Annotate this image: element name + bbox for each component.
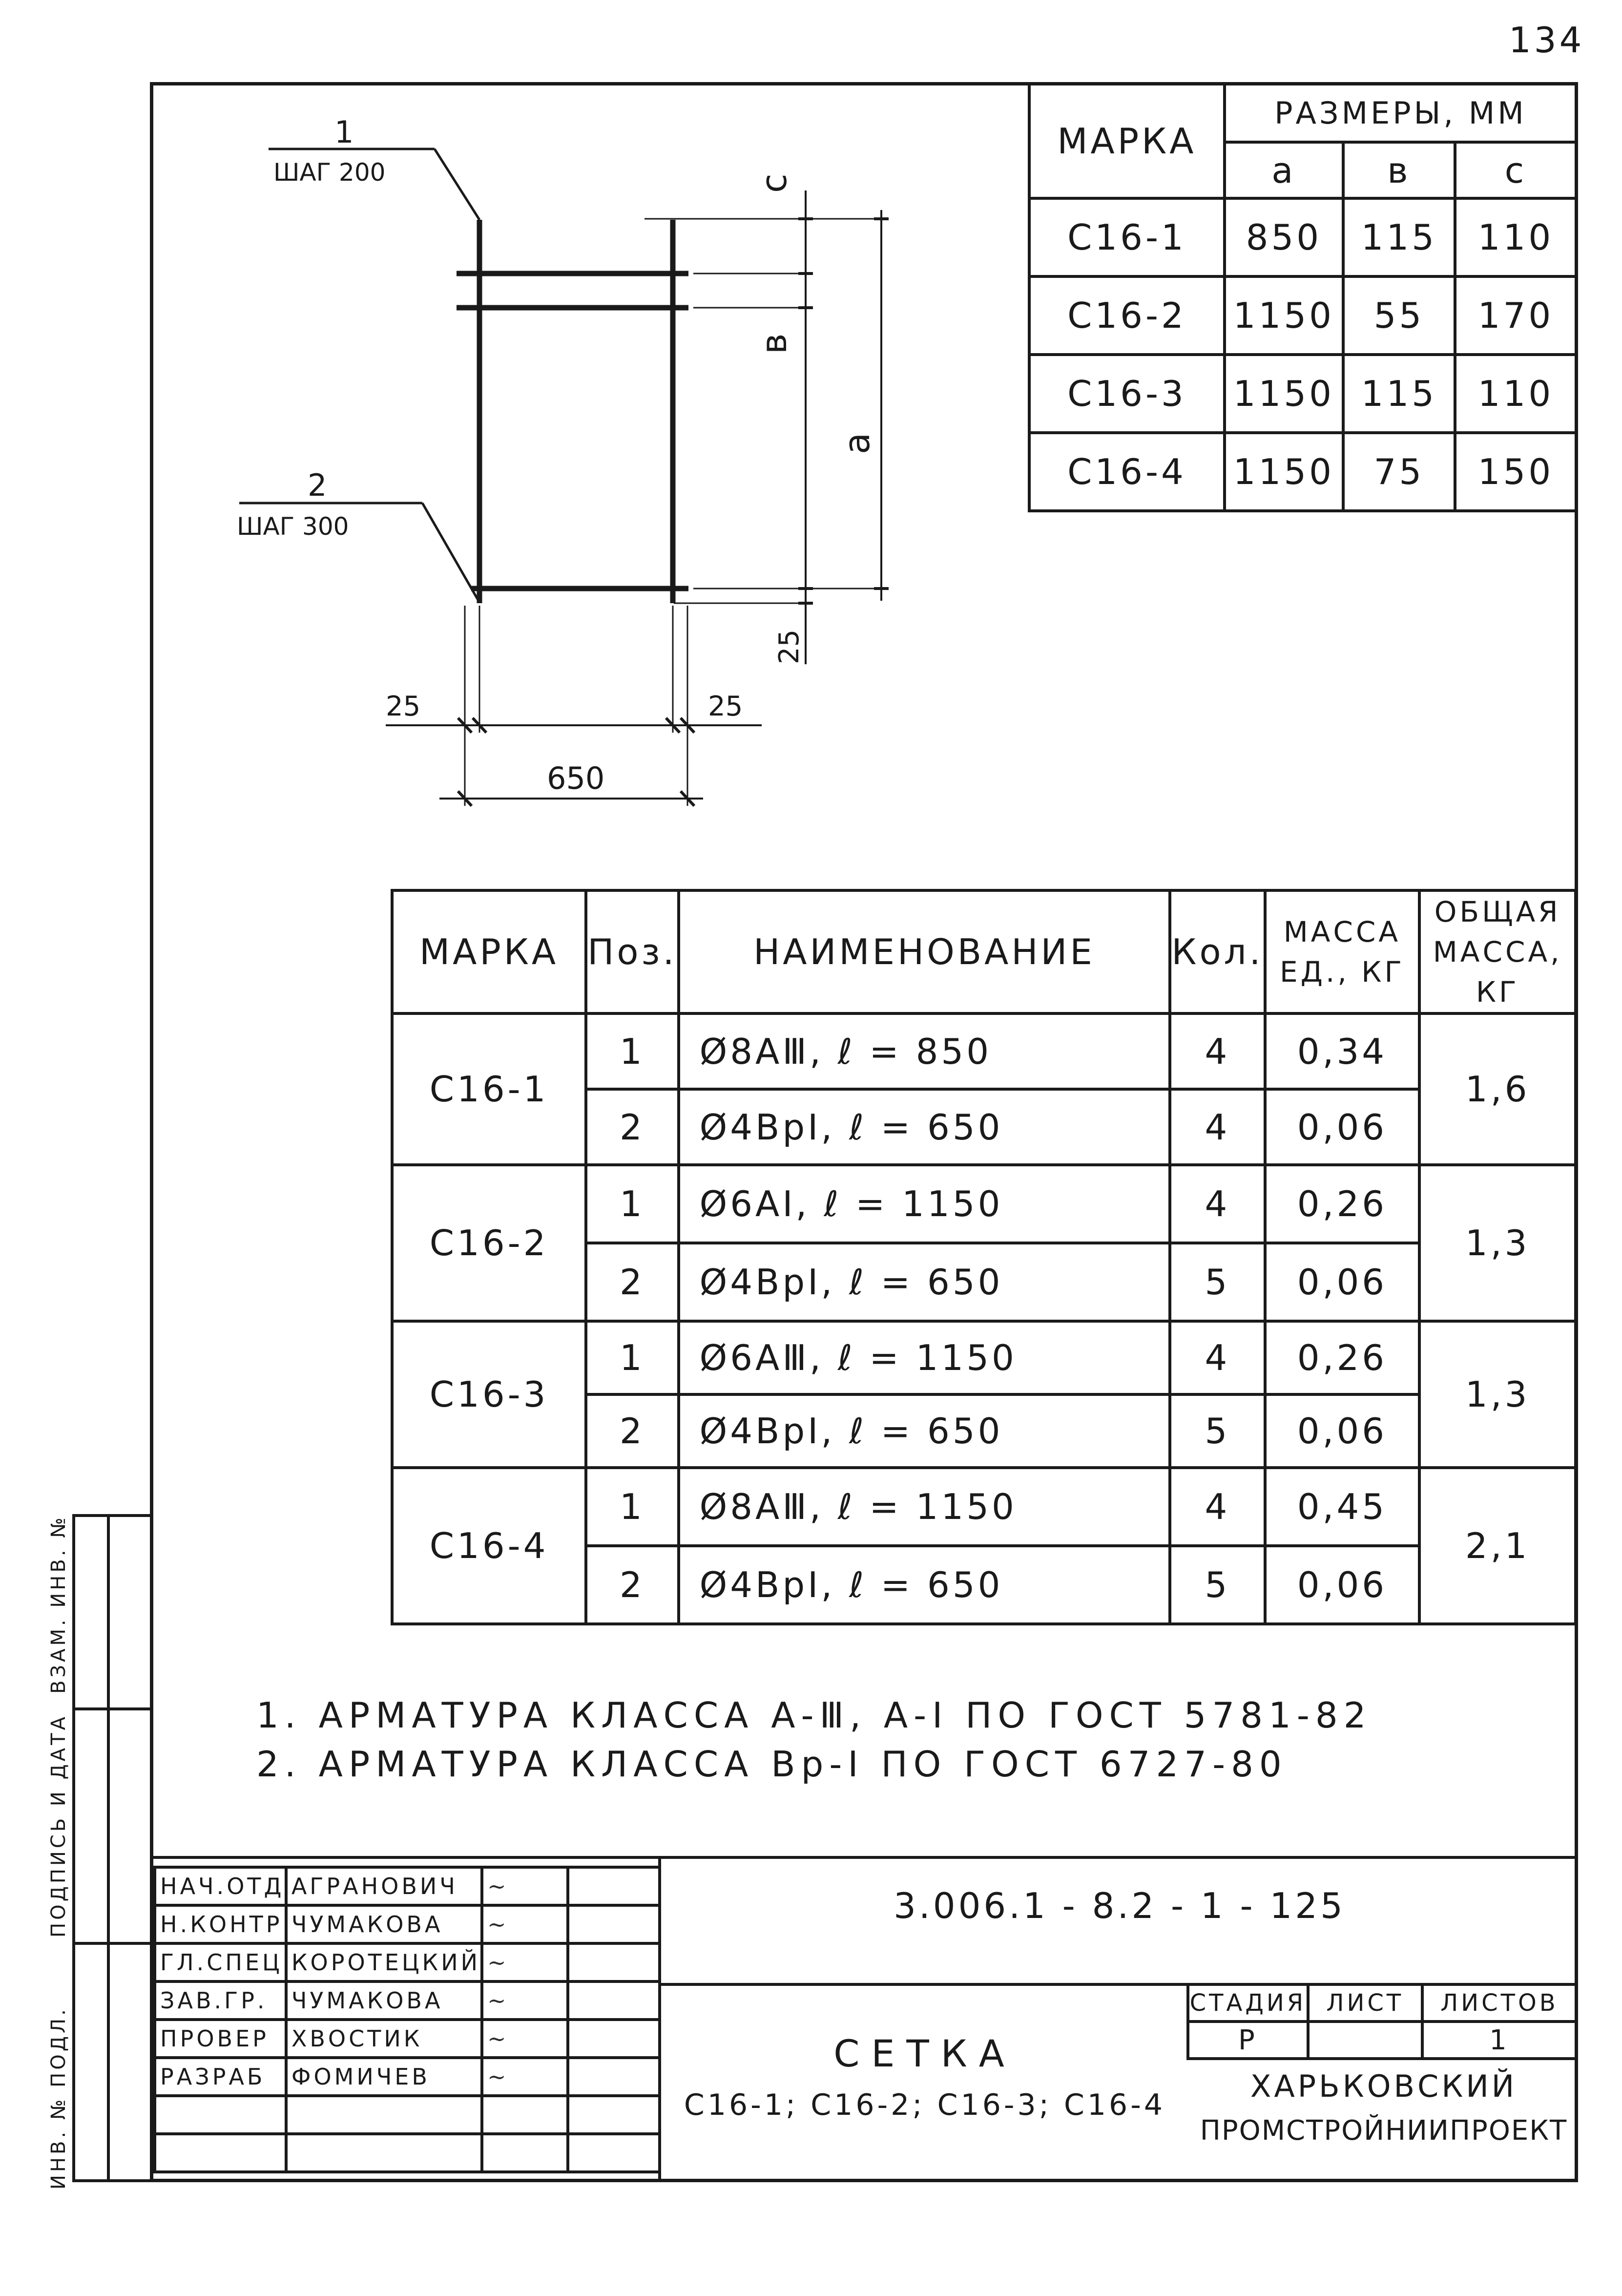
table-row [1029, 276, 1577, 355]
spec-qty: 4 [1170, 1165, 1265, 1243]
dim-25-right: 25 [708, 691, 743, 722]
role: РАЗРАБ [155, 2058, 286, 2096]
note-1: 1. АРМАТУРА КЛАССА А-Ⅲ, А-I ПО ГОСТ 5781-82 [256, 1695, 1372, 1736]
role: Н.КОНТР [155, 1905, 286, 1943]
signature: ∼ [482, 1943, 568, 1981]
dims-b: 55 [1343, 276, 1455, 355]
dims-a: 850 [1225, 198, 1343, 276]
dims-a: 1150 [1225, 433, 1343, 511]
role: ПРОВЕР [155, 2020, 286, 2058]
spec-pos: 1 [586, 1468, 678, 1546]
spec-qty: 4 [1170, 1468, 1265, 1546]
spec-mark: С16-2 [392, 1165, 586, 1321]
dim-25-left: 25 [386, 691, 421, 722]
table-row [392, 1013, 1576, 1089]
spec-mass-total: 2,1 [1419, 1468, 1576, 1624]
signature: ∼ [482, 2020, 568, 2058]
dims-header-sizes: РАЗМЕРЫ, ММ [1225, 84, 1577, 142]
table-row [155, 1867, 660, 1905]
table-row [392, 1468, 1576, 1546]
document-code: 3.006.1 - 8.2 - 1 - 125 [894, 1885, 1346, 1926]
role: НАЧ.ОТД [155, 1867, 286, 1905]
dims-c: 170 [1455, 276, 1577, 355]
page-number: 134 [1509, 20, 1585, 61]
dims-col-a: а [1225, 142, 1343, 198]
person-name: АГРАНОВИЧ [286, 1867, 482, 1905]
spec-name: Ø4ВрI, ℓ = 650 [679, 1394, 1170, 1468]
bar2-label: 2 [308, 467, 327, 503]
mesh-drawing [225, 112, 933, 825]
spec-mass-unit: 0,34 [1265, 1013, 1420, 1089]
dim-a-label: а [836, 432, 877, 454]
table-row [155, 1905, 660, 1943]
dim-c-label: с [753, 173, 794, 193]
organization-line-1: ХАРЬКОВСКИЙ [1250, 2068, 1518, 2104]
dims-col-b: в [1343, 142, 1455, 198]
dimensions-table [1028, 82, 1578, 512]
sheet-label: ЛИСТ [1308, 1984, 1422, 2022]
table-row [1029, 198, 1577, 276]
spec-mark: С16-4 [392, 1468, 586, 1624]
signature: ∼ [482, 1905, 568, 1943]
stage-value: Р [1188, 2022, 1308, 2059]
table-row [1029, 433, 1577, 511]
dims-mark: С16-1 [1029, 198, 1225, 276]
spec-name: Ø4ВрI, ℓ = 650 [679, 1089, 1170, 1165]
spec-header-qty: Кол. [1170, 890, 1265, 1013]
spec-name: Ø6АI, ℓ = 1150 [679, 1165, 1170, 1243]
table-row [392, 1321, 1576, 1394]
spec-mass-unit: 0,45 [1265, 1468, 1420, 1546]
role: ЗАВ.ГР. [155, 1981, 286, 2020]
spec-qty: 4 [1170, 1089, 1265, 1165]
person-name: ЧУМАКОВА [286, 1905, 482, 1943]
table-row [155, 2020, 660, 2058]
table-row [1029, 355, 1577, 433]
spec-mass-unit: 0,06 [1265, 1394, 1420, 1468]
dims-c: 150 [1455, 433, 1577, 511]
dims-mark: С16-3 [1029, 355, 1225, 433]
signature: ∼ [482, 1981, 568, 2020]
dim-650: 650 [547, 760, 605, 796]
spec-mark: С16-1 [392, 1013, 586, 1165]
table-row [155, 1943, 660, 1981]
spec-pos: 2 [586, 1546, 678, 1624]
dims-a: 1150 [1225, 355, 1343, 433]
side-stamp [72, 1514, 150, 2182]
dims-mark: С16-2 [1029, 276, 1225, 355]
spec-header-pos: Поз. [586, 890, 678, 1013]
dims-header-mark: МАРКА [1029, 84, 1225, 198]
table-row [155, 2058, 660, 2096]
table-row [155, 1981, 660, 2020]
title-block-roles [153, 1866, 661, 2173]
dims-col-c: с [1455, 142, 1577, 198]
sheets-value: 1 [1422, 2022, 1577, 2059]
spec-mass-unit: 0,26 [1265, 1321, 1420, 1394]
stage-label: СТАДИЯ [1188, 1984, 1308, 2022]
dims-b: 115 [1343, 355, 1455, 433]
spec-name: Ø4ВрI, ℓ = 650 [679, 1546, 1170, 1624]
spec-pos: 2 [586, 1089, 678, 1165]
bar1-label: 1 [334, 114, 354, 150]
dim-b-label: в [753, 333, 794, 354]
spec-qty: 5 [1170, 1243, 1265, 1321]
dims-a: 1150 [1225, 276, 1343, 355]
spec-pos: 2 [586, 1394, 678, 1468]
spec-pos: 1 [586, 1165, 678, 1243]
dims-b: 75 [1343, 433, 1455, 511]
spec-mass-total: 1,6 [1419, 1013, 1576, 1165]
person-name: ЧУМАКОВА [286, 1981, 482, 2020]
specification-table [391, 889, 1577, 1625]
spec-name: Ø6АⅢ, ℓ = 1150 [679, 1321, 1170, 1394]
person-name: КОРОТЕЦКИЙ [286, 1943, 482, 1981]
bar1-step: ШАГ 200 [273, 158, 386, 187]
spec-header-mass-unit: МАССА ЕД., КГ [1265, 890, 1420, 1013]
person-name: ХВОСТИК [286, 2020, 482, 2058]
note-2: 2. АРМАТУРА КЛАССА Вр-I ПО ГОСТ 6727-80 [256, 1744, 1288, 1785]
dims-c: 110 [1455, 198, 1577, 276]
spec-mass-unit: 0,26 [1265, 1165, 1420, 1243]
spec-pos: 1 [586, 1013, 678, 1089]
title-block-top-line [150, 1856, 1578, 1859]
drawing-subtitle: С16-1; С16-2; С16-3; С16-4 [684, 2088, 1166, 2122]
spec-pos: 2 [586, 1243, 678, 1321]
person-name: ФОМИЧЕВ [286, 2058, 482, 2096]
spec-pos: 1 [586, 1321, 678, 1394]
organization-line-2: ПРОМСТРОЙНИИПРОЕКТ [1200, 2115, 1568, 2147]
spec-mass-total: 1,3 [1419, 1321, 1576, 1468]
signature: ∼ [482, 2058, 568, 2096]
spec-header-name: НАИМЕНОВАНИЕ [679, 890, 1170, 1013]
spec-name: Ø8АⅢ, ℓ = 1150 [679, 1468, 1170, 1546]
spec-mass-unit: 0,06 [1265, 1243, 1420, 1321]
table-row [392, 1165, 1576, 1243]
spec-name: Ø8АⅢ, ℓ = 850 [679, 1013, 1170, 1089]
side-stamp-inv-podl: ИНВ. № ПОДЛ. [47, 2006, 70, 2190]
dim-25-vertical: 25 [773, 629, 805, 664]
spec-qty: 5 [1170, 1546, 1265, 1624]
spec-mark: С16-3 [392, 1321, 586, 1468]
spec-name: Ø4ВрI, ℓ = 650 [679, 1243, 1170, 1321]
spec-qty: 4 [1170, 1013, 1265, 1089]
side-stamp-podpis: ПОДПИСЬ И ДАТА [47, 1714, 70, 1938]
spec-qty: 5 [1170, 1394, 1265, 1468]
spec-mass-unit: 0,06 [1265, 1546, 1420, 1624]
dims-mark: С16-4 [1029, 433, 1225, 511]
spec-mass-unit: 0,06 [1265, 1089, 1420, 1165]
spec-qty: 4 [1170, 1321, 1265, 1394]
dims-b: 115 [1343, 198, 1455, 276]
signature: ∼ [482, 1867, 568, 1905]
drawing-title: СЕТКА [833, 2032, 1016, 2075]
spec-header-mass-total: ОБЩАЯ МАССА, КГ [1419, 890, 1576, 1013]
sheet-value [1308, 2022, 1422, 2059]
side-stamp-vzam: ВЗАМ. ИНВ. № [47, 1515, 70, 1694]
spec-mass-total: 1,3 [1419, 1165, 1576, 1321]
spec-header-mark: МАРКА [392, 890, 586, 1013]
stage-sheet-table [1186, 1983, 1578, 2060]
dims-c: 110 [1455, 355, 1577, 433]
role: ГЛ.СПЕЦ [155, 1943, 286, 1981]
sheets-label: ЛИСТОВ [1422, 1984, 1577, 2022]
bar2-step: ШАГ 300 [237, 512, 349, 541]
